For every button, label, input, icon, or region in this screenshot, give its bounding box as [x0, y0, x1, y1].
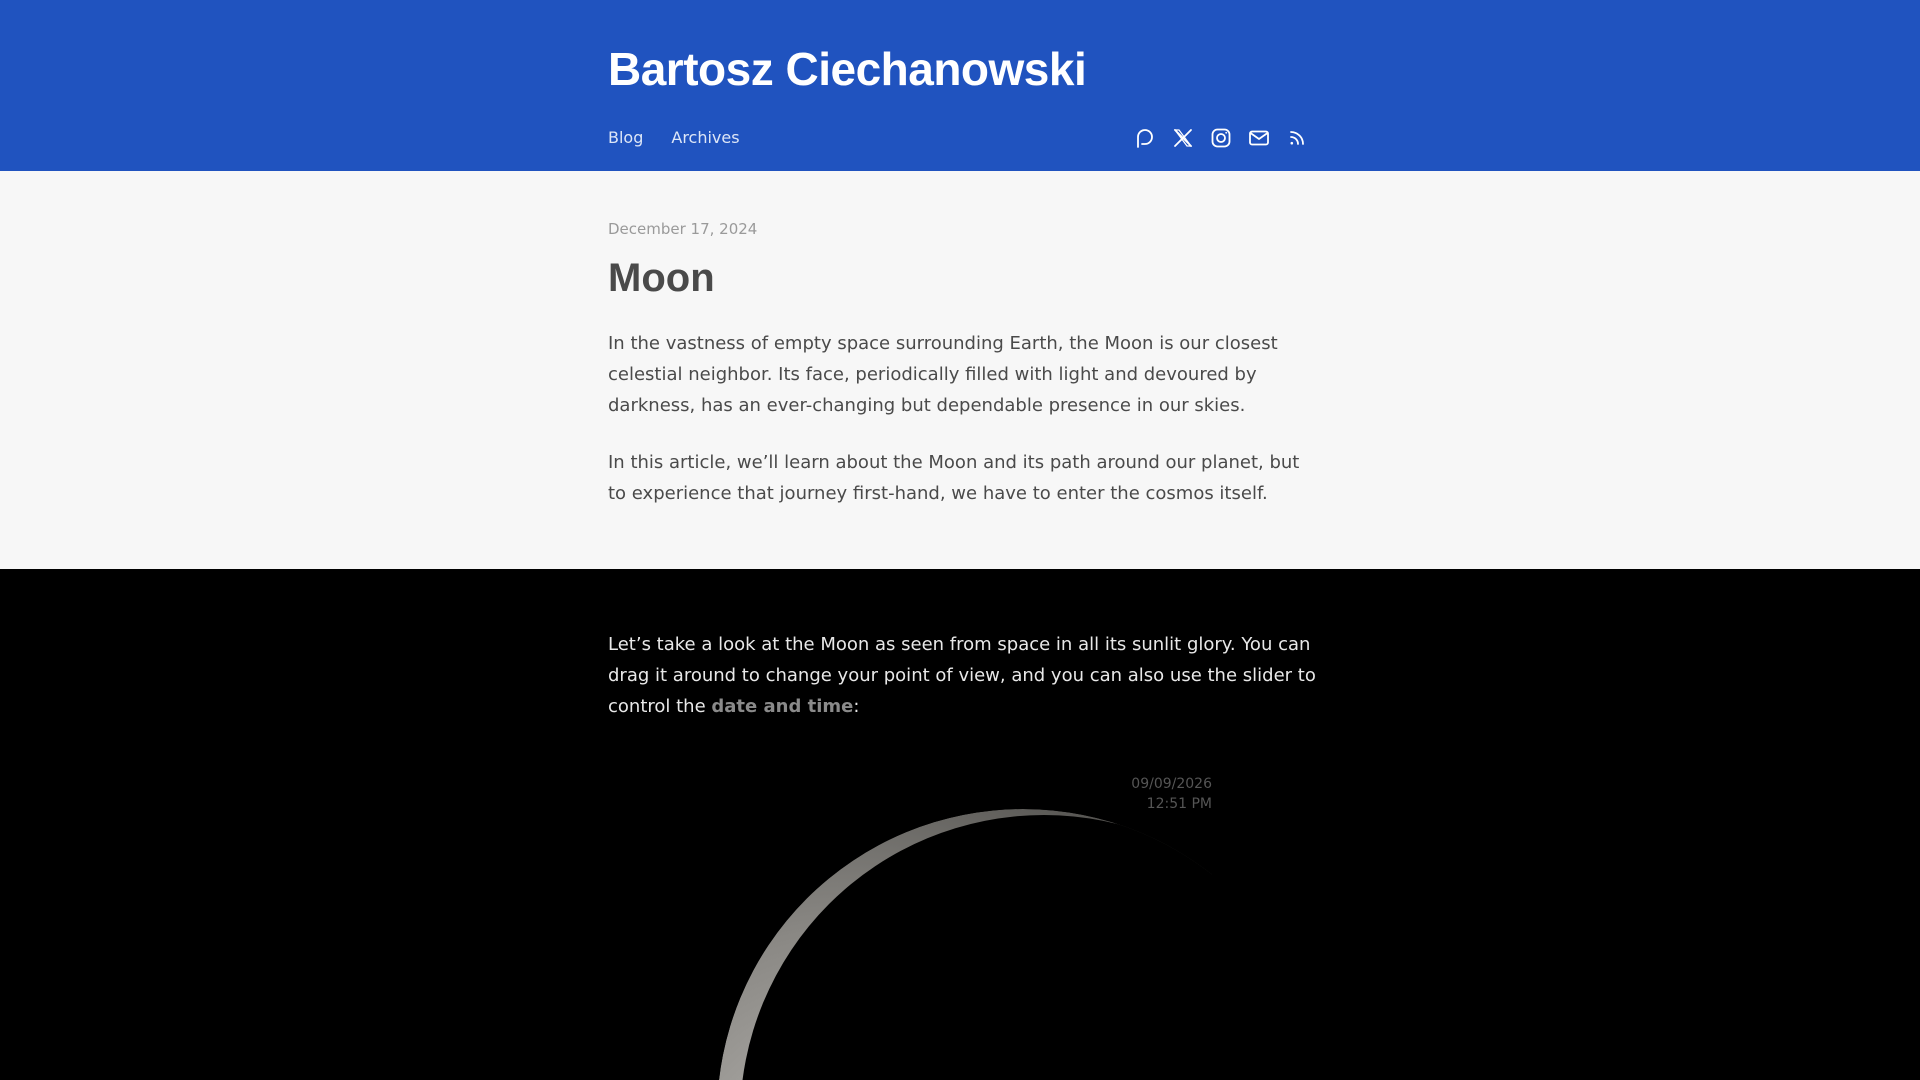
nav-archives-link[interactable]: Archives — [671, 128, 740, 147]
second-paragraph: In this article, we’ll learn about the Moon and its path around our planet, but to experience that journey first-hand, we have to enter the cosmos itself. — [608, 452, 1300, 504]
space-paragraph — [608, 629, 1320, 722]
readout-time: 12:51 PM — [1146, 796, 1212, 812]
moon-crescent — [717, 809, 1212, 1080]
date-time-readout — [1131, 774, 1212, 814]
main-nav — [608, 128, 740, 147]
header-inner — [608, 0, 1308, 171]
post-date: December 17, 2024 — [608, 220, 758, 238]
rss-icon[interactable] — [1285, 126, 1309, 150]
intro-paragraph: In the vastness of empty space surrounding Earth, the Moon is our closest celestial neighbor. Its face, periodically filled with light and devoured by darkness, has an ever-changing but dependable presence in our skies. — [608, 333, 1278, 416]
x-icon[interactable] — [1171, 126, 1195, 150]
moon-canvas[interactable] — [608, 769, 1212, 1080]
instagram-icon[interactable] — [1209, 126, 1233, 150]
patreon-icon[interactable] — [1133, 126, 1157, 150]
space-paragraph-text: Let’s take a look at the Moon as seen from space in all its sunlit glory. You can drag it around to change your point of view, and you can also use the slider to control the — [608, 634, 1316, 717]
email-icon[interactable] — [1247, 126, 1271, 150]
site-header — [0, 0, 1920, 171]
site-title[interactable]: Bartosz Ciechanowski — [608, 43, 1087, 95]
moon-viewer[interactable] — [608, 769, 1212, 1080]
readout-date: 09/09/2026 — [1131, 776, 1212, 792]
social-links — [1133, 126, 1309, 150]
date-and-time-link[interactable]: date and time — [711, 696, 854, 717]
space-paragraph-end: : — [853, 696, 860, 717]
nav-blog-link[interactable]: Blog — [608, 128, 644, 147]
article-title: Moon — [608, 256, 715, 300]
